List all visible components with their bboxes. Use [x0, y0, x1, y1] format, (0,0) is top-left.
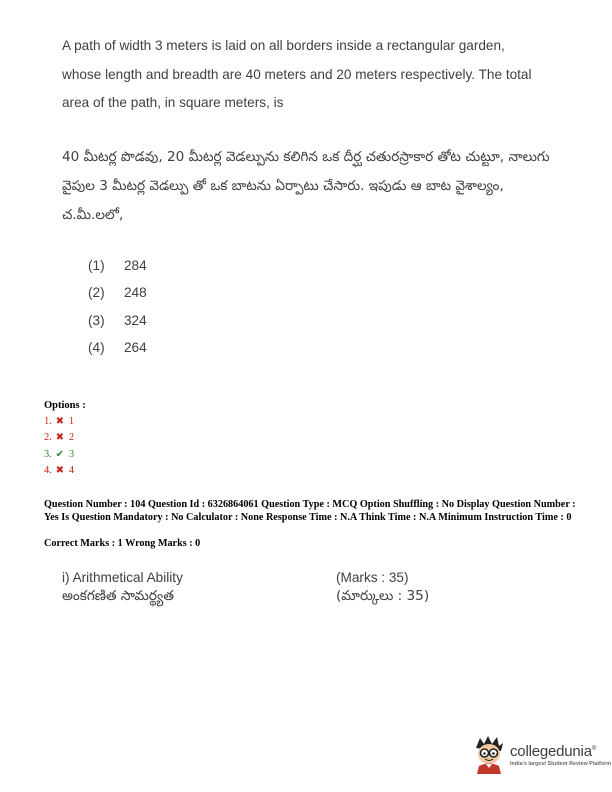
option-value: 1 [68, 416, 75, 427]
options-heading: Options : [44, 400, 86, 411]
answer-choice [88, 334, 147, 361]
collegedunia-logo [472, 734, 611, 774]
option-number: 4. [44, 465, 52, 477]
answer-choice [88, 307, 147, 334]
choice-value: 248 [124, 285, 147, 301]
section-title-telugu: అంకగణిత సామర్థ్యత [62, 588, 174, 604]
choice-value: 264 [124, 340, 147, 356]
option-result-item [44, 430, 74, 446]
cross-icon: ✖ [55, 465, 65, 477]
choice-number: (4) [88, 340, 105, 356]
option-result-item [44, 447, 74, 463]
options-result-list [44, 414, 74, 480]
student-mascot-icon [472, 734, 506, 774]
answer-choice [88, 279, 147, 306]
logo-tagline: India's largest Student Review Platform [510, 760, 612, 767]
option-result-item [44, 463, 74, 479]
choice-number: (2) [88, 285, 105, 301]
marks-metadata: Correct Marks : 1 Wrong Marks : 0 [44, 538, 201, 549]
question-text-english: A path of width 3 meters is laid on all borders inside a rectangular garden, whose length and breadth are 40 meters and 20 meters respectively. The total area of the path, in square meters, is [62, 38, 532, 110]
option-value: 3 [68, 448, 75, 460]
choice-number: (1) [88, 258, 105, 273]
option-value: 2 [68, 432, 75, 444]
cross-icon: ✖ [55, 416, 65, 427]
check-icon: ✔ [55, 448, 65, 460]
option-result-item [44, 414, 74, 430]
answer-choice [88, 252, 147, 279]
section-title-english: i) Arithmetical Ability [62, 570, 183, 585]
option-number: 3. [44, 448, 52, 460]
choice-number: (3) [88, 312, 105, 328]
option-number: 2. [44, 432, 52, 444]
choice-value: 324 [124, 312, 147, 328]
section-marks-telugu: (మార్కులు : 35) [336, 588, 430, 604]
section-marks-english: (Marks : 35) [336, 570, 409, 585]
option-value: 4 [68, 465, 75, 477]
question-text-telugu: 40 మీటర్ల పొడవు, 20 మీటర్ల వెడల్పును కలిగిన ఒక దీర్ఘ చతురస్రాకార తోట చుట్టూ, నాలుగు వైపుల 3 మీటర్ల వెడల్పు తో ఒక బాటను ఏర్పాటు చేసారు. ఇపుడు ఆ బాట వైశాల్యం, చ.మీ.లలో, [62, 149, 550, 223]
registered-mark: ® [591, 745, 597, 752]
section-row-english [62, 568, 462, 587]
section-row-telugu [62, 587, 462, 606]
logo-brand-text: collegedunia [510, 742, 592, 760]
logo-brand [510, 741, 611, 760]
logo-text [510, 741, 611, 768]
cross-icon: ✖ [55, 432, 65, 444]
option-number: 1. [44, 416, 52, 427]
section-header [62, 568, 462, 606]
answer-choices [88, 252, 147, 362]
choice-value: 284 [124, 258, 147, 273]
question-metadata: Question Number : 104 Question Id : 6326864061 Question Type : MCQ Option Shuffling : No Display Question Number : Yes Is Question Mandatory : No Calculator : None Response Time : N.A Think Time : N.A Minimum Instruction Time : 0 [44, 499, 576, 524]
